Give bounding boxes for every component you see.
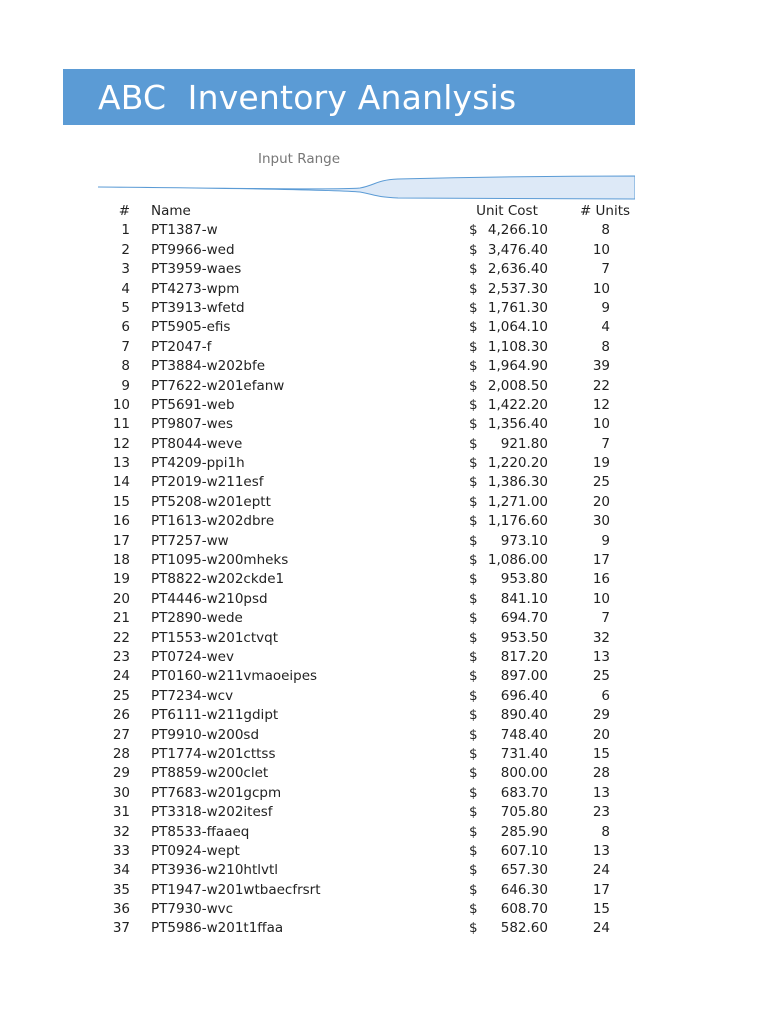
currency-symbol: $ (469, 299, 478, 316)
unit-count: 15 (592, 745, 610, 762)
unit-count: 4 (601, 319, 610, 336)
row-number: 8 (121, 358, 130, 375)
item-name: PT3318-w202itesf (151, 804, 273, 821)
table-row (0, 764, 768, 783)
currency-symbol: $ (469, 804, 478, 821)
currency-symbol: $ (469, 358, 478, 375)
item-name: PT3884-w202bfe (151, 358, 266, 375)
table-row (0, 260, 768, 279)
unit-count: 29 (592, 707, 610, 724)
row-number: 14 (112, 474, 130, 491)
row-number: 23 (112, 648, 130, 665)
row-number: 5 (121, 299, 130, 316)
item-name: PT6111-w211gdipt (151, 707, 279, 724)
row-number: 28 (112, 745, 130, 762)
currency-symbol: $ (469, 222, 478, 239)
row-number: 10 (112, 396, 130, 413)
table-row (0, 280, 768, 299)
row-number: 4 (121, 280, 130, 297)
item-name: PT5208-w201eptt (151, 493, 271, 510)
unit-count: 16 (592, 571, 610, 588)
unit-count: 24 (592, 862, 610, 879)
table-row (0, 706, 768, 725)
unit-cost: 731.40 (500, 745, 548, 762)
table-row (0, 823, 768, 842)
table-row (0, 881, 768, 900)
unit-cost: 2,537.30 (487, 280, 548, 297)
table-row (0, 415, 768, 434)
table-row (0, 318, 768, 337)
currency-symbol: $ (469, 726, 478, 743)
unit-cost: 1,422.20 (487, 396, 548, 413)
row-number: 9 (121, 377, 130, 394)
unit-cost: 1,108.30 (487, 338, 548, 355)
row-number: 17 (112, 532, 130, 549)
row-number: 25 (112, 687, 130, 704)
table-row (0, 435, 768, 454)
table-row (0, 609, 768, 628)
row-number: 6 (121, 319, 130, 336)
table-row (0, 570, 768, 589)
row-number: 18 (112, 552, 130, 569)
unit-cost: 953.80 (500, 571, 548, 588)
unit-cost: 897.00 (500, 668, 548, 685)
item-name: PT0724-wev (151, 648, 234, 665)
currency-symbol: $ (469, 687, 478, 704)
unit-count: 23 (592, 804, 610, 821)
table-row (0, 221, 768, 240)
item-name: PT7683-w201gcpm (151, 784, 282, 801)
row-number: 34 (112, 862, 130, 879)
unit-cost: 607.10 (500, 842, 548, 859)
row-number: 20 (112, 590, 130, 607)
unit-count: 13 (592, 842, 610, 859)
unit-count: 15 (592, 901, 610, 918)
item-name: PT1387-w (151, 222, 218, 239)
unit-count: 22 (592, 377, 610, 394)
item-name: PT7234-wcv (151, 687, 234, 704)
row-number: 2 (121, 241, 130, 258)
item-name: PT3959-waes (151, 261, 242, 278)
currency-symbol: $ (469, 396, 478, 413)
unit-count: 10 (592, 280, 610, 297)
currency-symbol: $ (469, 377, 478, 394)
unit-cost: 1,271.00 (487, 493, 548, 510)
currency-symbol: $ (469, 707, 478, 724)
unit-cost: 683.70 (500, 784, 548, 801)
unit-count: 39 (592, 358, 610, 375)
table-row (0, 396, 768, 415)
item-name: PT0924-wept (151, 842, 240, 859)
item-name: PT4273-wpm (151, 280, 240, 297)
item-name: PT1947-w201wtbaecfrsrt (151, 881, 321, 898)
currency-symbol: $ (469, 280, 478, 297)
item-name: PT5905-efis (151, 319, 231, 336)
unit-count: 20 (592, 493, 610, 510)
item-name: PT2047-f (151, 338, 212, 355)
row-number: 24 (112, 668, 130, 685)
row-number: 19 (112, 571, 130, 588)
row-number: 35 (112, 881, 130, 898)
unit-count: 24 (592, 920, 610, 937)
table-row (0, 648, 768, 667)
item-name: PT7930-wvc (151, 901, 234, 918)
unit-count: 28 (592, 765, 610, 782)
currency-symbol: $ (469, 319, 478, 336)
item-name: PT8822-w202ckde1 (151, 571, 285, 588)
currency-symbol: $ (469, 629, 478, 646)
currency-symbol: $ (469, 513, 478, 530)
row-number: 37 (112, 920, 130, 937)
unit-cost: 1,356.40 (487, 416, 548, 433)
table-row (0, 551, 768, 570)
row-number: 22 (112, 629, 130, 646)
currency-symbol: $ (469, 261, 478, 278)
currency-symbol: $ (469, 745, 478, 762)
unit-count: 13 (592, 784, 610, 801)
table-row (0, 803, 768, 822)
unit-count: 30 (592, 513, 610, 530)
unit-cost: 1,064.10 (487, 319, 548, 336)
item-name: PT7622-w201efanw (151, 377, 285, 394)
row-number: 29 (112, 765, 130, 782)
unit-count: 7 (601, 435, 610, 452)
currency-symbol: $ (469, 590, 478, 607)
unit-count: 7 (601, 261, 610, 278)
unit-count: 9 (601, 532, 610, 549)
unit-cost: 285.90 (500, 823, 548, 840)
row-number: 31 (112, 804, 130, 821)
unit-count: 7 (601, 610, 610, 627)
row-number: 33 (112, 842, 130, 859)
unit-cost: 2,008.50 (487, 377, 548, 394)
unit-count: 13 (592, 648, 610, 665)
table-row (0, 861, 768, 880)
table-row (0, 532, 768, 551)
table-row (0, 590, 768, 609)
row-number: 27 (112, 726, 130, 743)
table-row (0, 473, 768, 492)
currency-symbol: $ (469, 552, 478, 569)
row-number: 30 (112, 784, 130, 801)
currency-symbol: $ (469, 435, 478, 452)
unit-count: 19 (592, 455, 610, 472)
item-name: PT5691-web (151, 396, 235, 413)
currency-symbol: $ (469, 474, 478, 491)
item-name: PT8859-w200clet (151, 765, 269, 782)
table-row (0, 687, 768, 706)
input-range-slider[interactable] (98, 170, 635, 204)
unit-cost: 921.80 (500, 435, 548, 452)
currency-symbol: $ (469, 668, 478, 685)
header-number: # (118, 203, 130, 219)
unit-count: 8 (601, 338, 610, 355)
unit-count: 25 (592, 668, 610, 685)
unit-cost: 1,964.90 (487, 358, 548, 375)
currency-symbol: $ (469, 338, 478, 355)
item-name: PT9910-w200sd (151, 726, 260, 743)
table-row (0, 512, 768, 531)
table-row (0, 338, 768, 357)
table-row (0, 377, 768, 396)
table-row (0, 454, 768, 473)
unit-cost: 841.10 (500, 590, 548, 607)
currency-symbol: $ (469, 571, 478, 588)
header-units: # Units (579, 203, 631, 219)
row-number: 26 (112, 707, 130, 724)
table-row (0, 357, 768, 376)
table-row (0, 629, 768, 648)
currency-symbol: $ (469, 784, 478, 801)
row-number: 15 (112, 493, 130, 510)
row-number: 12 (112, 435, 130, 452)
currency-symbol: $ (469, 648, 478, 665)
currency-symbol: $ (469, 455, 478, 472)
header-unit-cost: Unit Cost (476, 203, 538, 219)
unit-cost: 1,176.60 (487, 513, 548, 530)
unit-cost: 953.50 (500, 629, 548, 646)
unit-count: 9 (601, 299, 610, 316)
unit-count: 10 (592, 241, 610, 258)
header-name: Name (151, 203, 191, 219)
unit-cost: 890.40 (500, 707, 548, 724)
currency-symbol: $ (469, 881, 478, 898)
item-name: PT1553-w201ctvqt (151, 629, 278, 646)
item-name: PT7257-ww (151, 532, 229, 549)
unit-cost: 817.20 (500, 648, 548, 665)
unit-cost: 3,476.40 (487, 241, 548, 258)
row-number: 13 (112, 455, 130, 472)
item-name: PT8044-weve (151, 435, 243, 452)
table-row (0, 493, 768, 512)
unit-count: 20 (592, 726, 610, 743)
item-name: PT4209-ppi1h (151, 455, 245, 472)
item-name: PT5986-w201t1ffaa (151, 920, 284, 937)
unit-cost: 646.30 (500, 881, 548, 898)
unit-count: 6 (601, 687, 610, 704)
currency-symbol: $ (469, 765, 478, 782)
unit-cost: 1,386.30 (487, 474, 548, 491)
title-banner (63, 69, 635, 125)
unit-count: 8 (601, 222, 610, 239)
table-row (0, 726, 768, 745)
unit-cost: 582.60 (500, 920, 548, 937)
table-row (0, 745, 768, 764)
table-row (0, 784, 768, 803)
item-name: PT1613-w202dbre (151, 513, 275, 530)
unit-count: 10 (592, 590, 610, 607)
currency-symbol: $ (469, 416, 478, 433)
item-name: PT3913-wfetd (151, 299, 245, 316)
unit-cost: 973.10 (500, 532, 548, 549)
row-number: 16 (112, 513, 130, 530)
item-name: PT1774-w201cttss (151, 745, 276, 762)
unit-cost: 696.40 (500, 687, 548, 704)
unit-cost: 608.70 (500, 901, 548, 918)
unit-cost: 800.00 (500, 765, 548, 782)
table-header-row (0, 202, 768, 221)
unit-cost: 705.80 (500, 804, 548, 821)
unit-cost: 2,636.40 (487, 261, 548, 278)
row-number: 21 (112, 610, 130, 627)
currency-symbol: $ (469, 610, 478, 627)
unit-count: 32 (592, 629, 610, 646)
currency-symbol: $ (469, 920, 478, 937)
unit-count: 17 (592, 881, 610, 898)
currency-symbol: $ (469, 862, 478, 879)
table-row (0, 667, 768, 686)
item-name: PT2890-wede (151, 610, 243, 627)
currency-symbol: $ (469, 901, 478, 918)
currency-symbol: $ (469, 532, 478, 549)
row-number: 36 (112, 901, 130, 918)
page-title: ABC Inventory Ananlysis (98, 77, 517, 117)
unit-cost: 748.40 (500, 726, 548, 743)
table-row (0, 299, 768, 318)
item-name: PT2019-w211esf (151, 474, 264, 491)
table-row (0, 241, 768, 260)
unit-cost: 694.70 (500, 610, 548, 627)
unit-count: 25 (592, 474, 610, 491)
row-number: 1 (121, 222, 130, 239)
unit-count: 8 (601, 823, 610, 840)
currency-symbol: $ (469, 241, 478, 258)
item-name: PT3936-w210htlvtl (151, 862, 279, 879)
item-name: PT9966-wed (151, 241, 235, 258)
item-name: PT9807-wes (151, 416, 233, 433)
unit-count: 10 (592, 416, 610, 433)
row-number: 32 (112, 823, 130, 840)
row-number: 3 (121, 261, 130, 278)
inventory-table (0, 202, 768, 939)
row-number: 7 (121, 338, 130, 355)
table-row (0, 842, 768, 861)
unit-cost: 1,220.20 (487, 455, 548, 472)
row-number: 11 (112, 416, 130, 433)
unit-count: 17 (592, 552, 610, 569)
unit-cost: 657.30 (500, 862, 548, 879)
item-name: PT4446-w210psd (151, 590, 268, 607)
input-range-label: Input Range (258, 151, 341, 167)
input-range-fill (98, 176, 635, 199)
unit-cost: 1,761.30 (487, 299, 548, 316)
currency-symbol: $ (469, 823, 478, 840)
item-name: PT0160-w211vmaoeipes (151, 668, 318, 685)
currency-symbol: $ (469, 493, 478, 510)
unit-count: 12 (592, 396, 610, 413)
unit-cost: 1,086.00 (487, 552, 548, 569)
item-name: PT8533-ffaaeq (151, 823, 250, 840)
item-name: PT1095-w200mheks (151, 552, 289, 569)
currency-symbol: $ (469, 842, 478, 859)
table-row (0, 900, 768, 919)
unit-cost: 4,266.10 (487, 222, 548, 239)
table-row (0, 919, 768, 938)
